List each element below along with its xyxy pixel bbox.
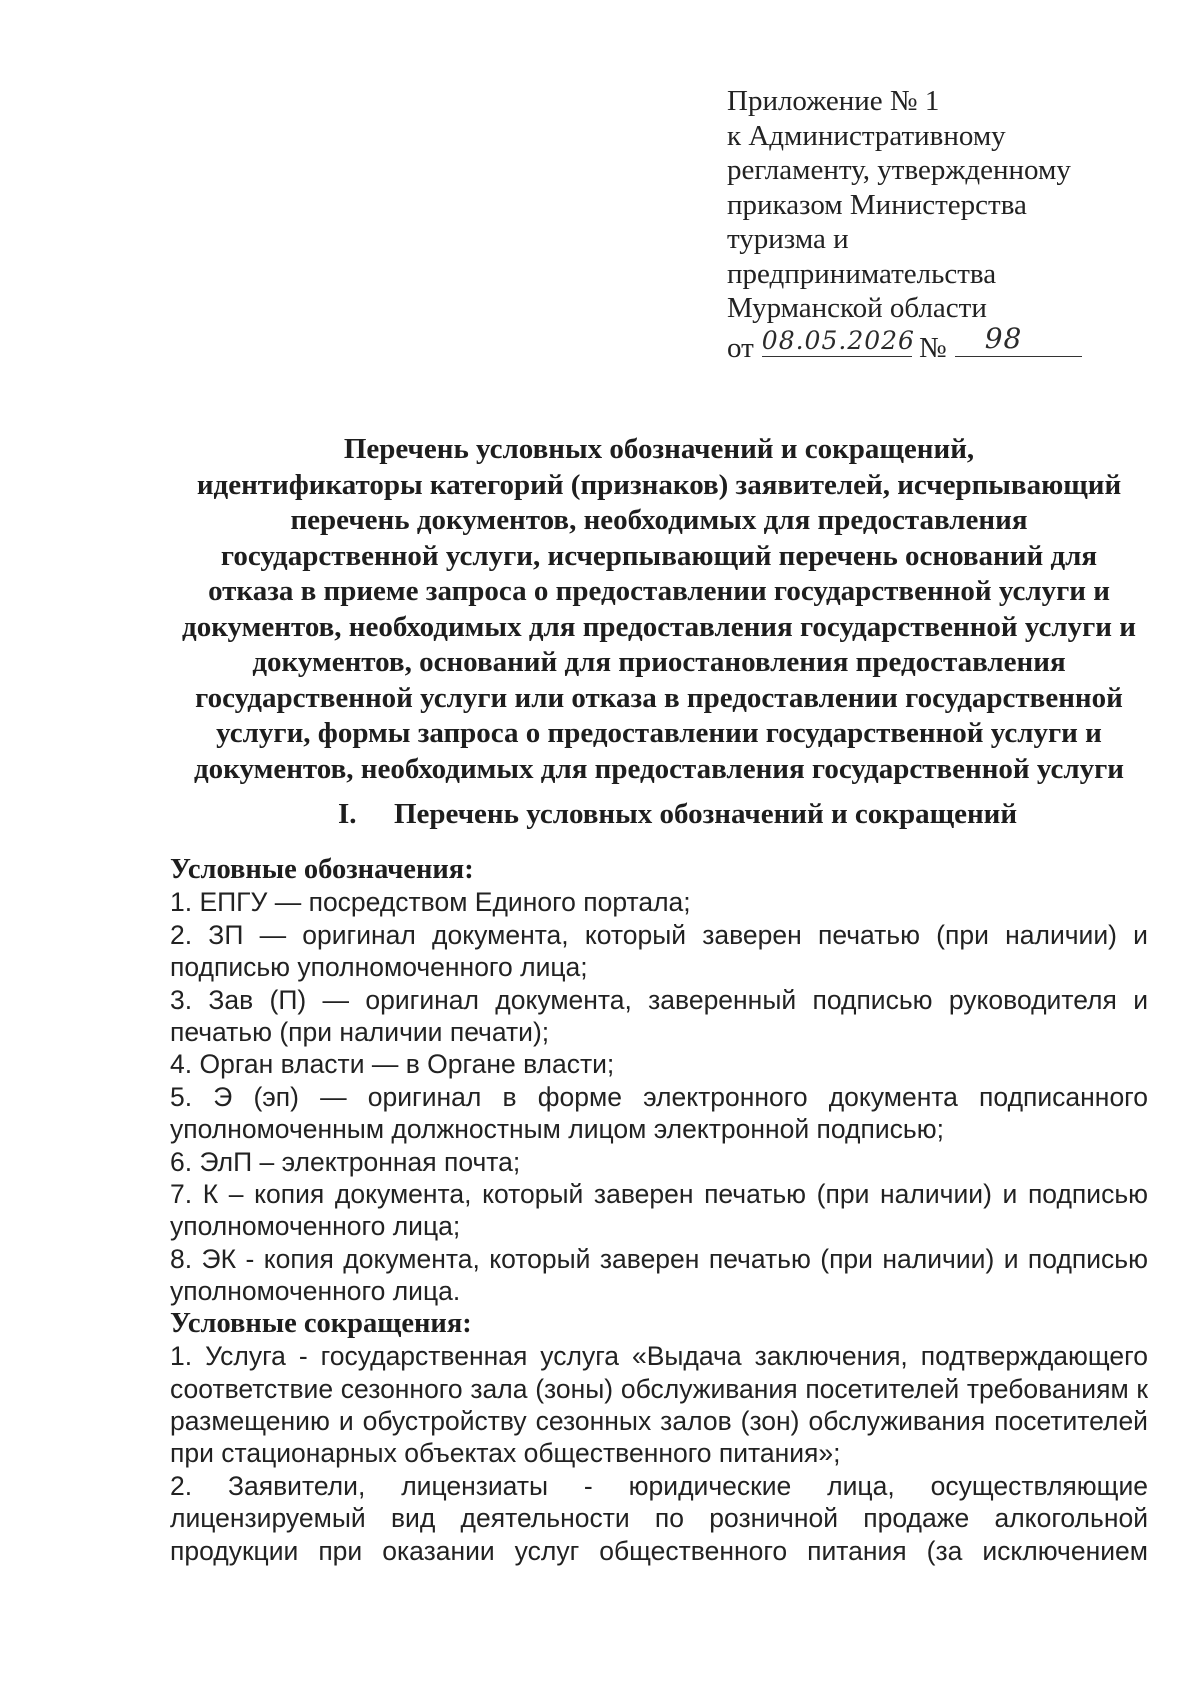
abbreviation-item: 1. Услуга - государственная услуга «Выдача заключения, подтверждающего — [170, 1341, 1148, 1372]
approval-date-number-line — [727, 321, 1147, 366]
document-body — [170, 854, 1148, 1567]
title-line: услуги, формы запроса о предоставлении государственной услуги и — [216, 717, 1102, 749]
designation-item: 7. К – копия документа, который заверен печатью (при наличии) и подписью — [170, 1179, 1148, 1210]
section-heading — [338, 796, 1017, 832]
abbreviations-heading: Условные сокращения: — [170, 1307, 472, 1339]
date-field — [761, 325, 915, 357]
date-prefix: от — [727, 331, 754, 364]
abbreviation-item: 2. Заявители, лицензиаты - юридические лица, осуществляющие — [170, 1470, 1148, 1501]
designation-item: 1. ЕПГУ — посредством Единого портала; — [170, 887, 691, 918]
section-number: I. — [338, 798, 357, 830]
number-prefix: № — [919, 331, 947, 364]
document-title — [168, 432, 1150, 787]
designation-item: 4. Орган власти — в Органе власти; — [170, 1049, 615, 1080]
abbreviation-item-cont: лицензируемый вид деятельности по розничной продаже алкогольной — [170, 1503, 1148, 1534]
designation-item: 8. ЭК - копия документа, который заверен печатью (при наличии) и подписью — [170, 1243, 1148, 1274]
title-line: перечень документов, необходимых для предоставления — [290, 504, 1028, 536]
designation-item: 2. ЗП — оригинал документа, который заверен печатью (при наличии) и — [170, 919, 1148, 950]
designation-item-cont: печатью (при наличии печати); — [170, 1017, 550, 1048]
designation-item-cont: уполномоченного лица. — [170, 1276, 461, 1307]
designation-item: 3. Зав (П) — оригинал документа, заверенный подписью руководителя и — [170, 984, 1148, 1015]
approval-line: туризма и — [727, 223, 849, 255]
designations-heading: Условные обозначения: — [170, 854, 474, 885]
title-line: отказа в приеме запроса о предоставлении государственной услуги и — [208, 575, 1110, 607]
title-line: документов, оснований для приостановления предоставления — [252, 646, 1066, 678]
abbreviation-item-cont: соответствие сезонного зала (зоны) обслуживания посетителей требованиям к — [170, 1373, 1148, 1404]
number-field — [955, 321, 1082, 357]
title-line: государственной услуги или отказа в предоставлении государственной — [195, 681, 1123, 714]
approval-line: приказом Министерства — [727, 188, 1027, 221]
designation-item: 6. ЭлП – электронная почта; — [170, 1146, 521, 1177]
designation-item-cont: подписью уполномоченного лица; — [170, 952, 588, 983]
designation-item-cont: уполномоченным должностным лицом электронной подписью; — [170, 1114, 944, 1145]
approval-line: предпринимательства — [727, 257, 997, 290]
approval-block — [727, 84, 1147, 365]
approval-line: Приложение № 1 — [727, 85, 940, 117]
abbreviation-item-cont: продукции при оказании услуг общественного питания (за исключением — [170, 1535, 1148, 1566]
approval-line: регламенту, утвержденному — [727, 154, 1071, 186]
approval-line: к Административному — [727, 119, 1006, 152]
handwritten-number: 98 — [984, 321, 1023, 355]
section-title: Перечень условных обозначений и сокращений — [394, 798, 1018, 830]
designation-item: 5. Э (эп) — оригинал в форме электронного документа подписанного — [170, 1081, 1148, 1112]
abbreviation-item-cont: размещению и обустройству сезонных залов (зон) обслуживания посетителей — [170, 1405, 1148, 1436]
title-line: Перечень условных обозначений и сокращений, — [343, 433, 975, 465]
designation-item-cont: уполномоченного лица; — [170, 1211, 461, 1242]
handwritten-date: 08.05.2026 — [761, 325, 915, 355]
title-line: документов, необходимых для предоставления государственной услуги — [194, 752, 1124, 785]
approval-line: Мурманской области — [727, 292, 987, 324]
title-line: идентификаторы категорий (признаков) заявителей, исчерпывающий — [196, 468, 1122, 501]
abbreviation-item-cont: при стационарных объектах общественного питания»; — [170, 1438, 841, 1469]
title-line: документов, необходимых для предоставления государственной услуги и — [182, 610, 1136, 643]
title-line: государственной услуги, исчерпывающий перечень оснований для — [220, 539, 1098, 572]
